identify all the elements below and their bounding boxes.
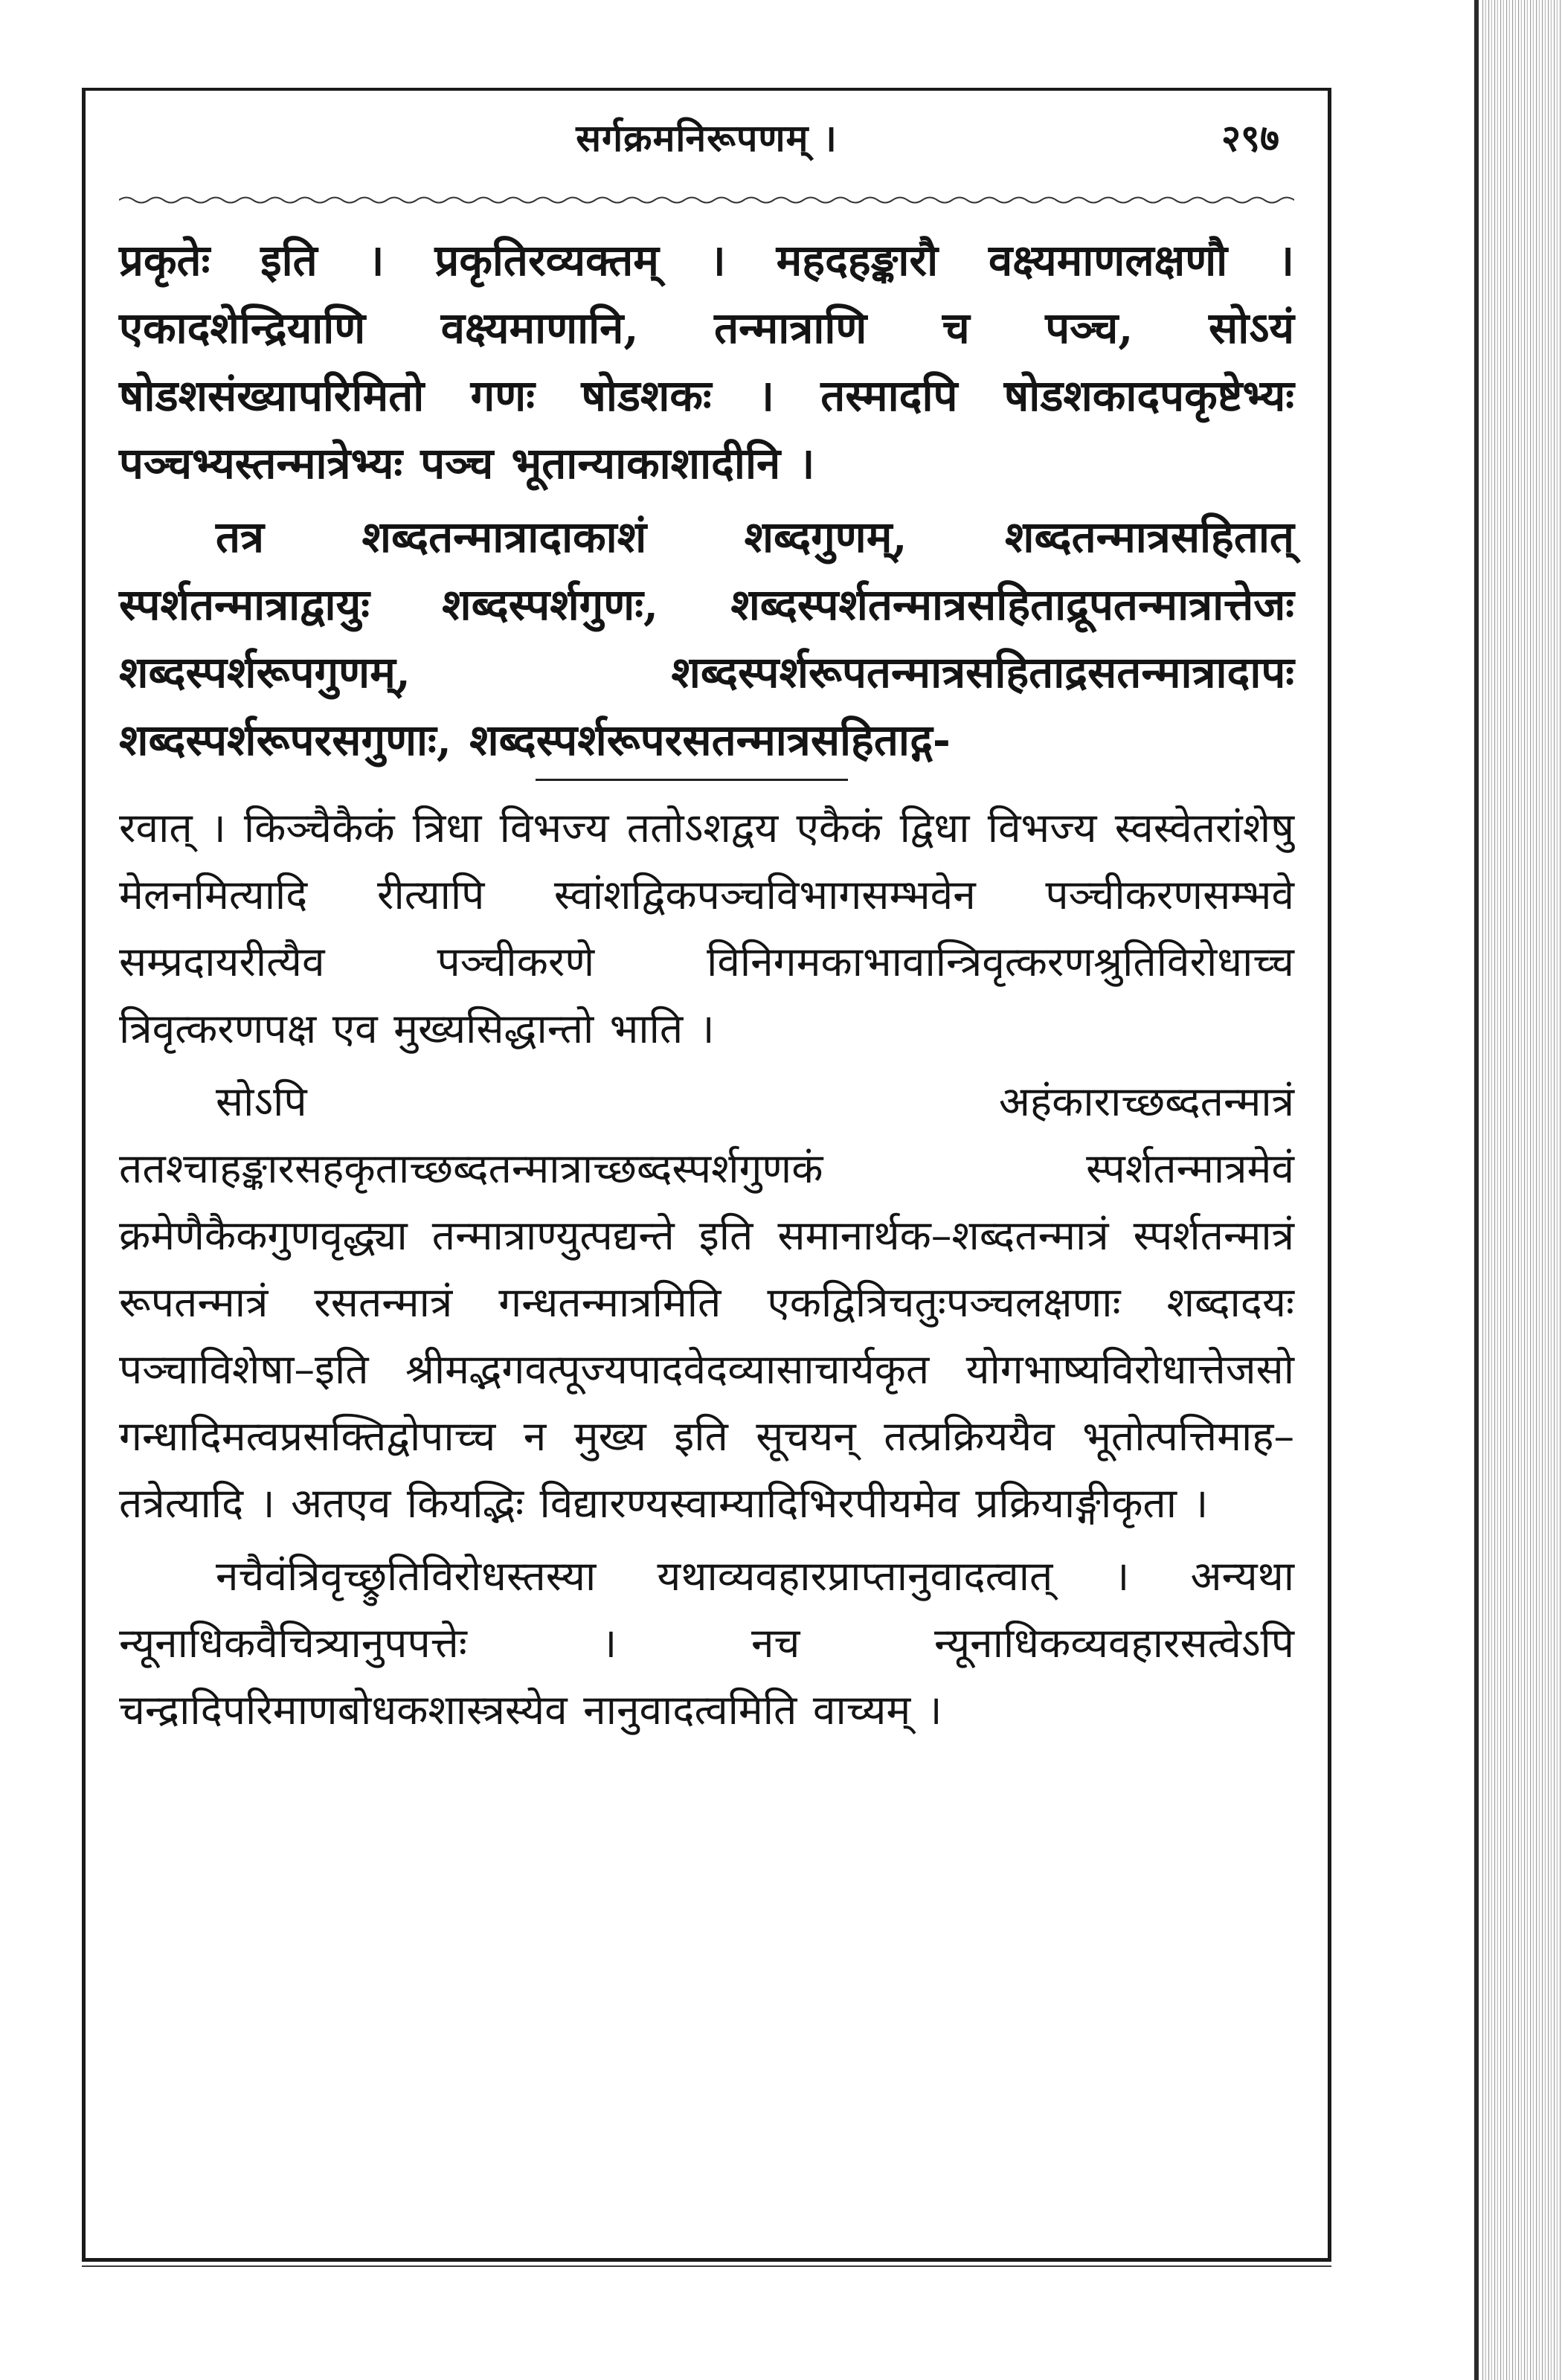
page-edge-line (1474, 0, 1479, 2380)
paragraph-note-2: सोऽपि अहंकाराच्छब्दतन्मात्रं ततश्चाहङ्कारसहकृताच्छब्दतन्मात्राच्छब्दस्पर्शगुणकं स्पर्शतन्मात्रमेवं क्रमेणैकैकगुणवृद्ध्या तन्मात्राण्युत्पद्यन्ते इति समानार्थक–शब्दतन्मात्रं स्पर्शतन्मात्रं रूपतन्मात्रं रसतन्मात्रं गन्धतन्मात्रमिति एकद्वित्रिचतुःपञ्चलक्षणाः शब्दादयः पञ्चाविशेषा–इति श्रीमद्भगवत्पूज्यपादवेदव्यासाचार्यकृत योगभाष्यविरोधात्तेजसो गन्धादिमत्वप्रसक्तिद्वोपाच्च न मुख्य इति सूचयन् तत्प्रक्रिययैव भूतोत्पत्तिमाह–तत्रेत्यादि । अतएव कियद्भिः विद्यारण्यस्वाम्यादिभिरपीयमेव प्रक्रियाङ्गीकृता । (119, 1078, 1294, 1527)
paragraph-note-1: रवात् । किञ्चैकैकं त्रिधा विभज्य ततोऽशद्वय एकैकं द्विधा विभज्य स्वस्वेतरांशेषु मेलनमित्यादि रीत्यापि स्वांशद्विकपञ्चविभागसम्भवेन पञ्चीकरणसम्भवे सम्प्रदायरीत्यैव पञ्चीकरणे विनिगमकाभावान्त्रिवृत्करणश्रुतिविरोधाच्च त्रिवृत्करणपक्ष एव मुख्यसिद्धान्तो भाति । (119, 804, 1294, 1052)
paragraph-commentary-2: तत्र शब्दतन्मात्रादाकाशं शब्दगुणम्, शब्दतन्मात्रसहितात् स्पर्शतन्मात्राद्वायुः शब्दस्पर्शगुणः, शब्दस्पर्शतन्मात्रसहिताद्रूपतन्मात्रात्तेजः शब्दस्पर्शरूपगुणम्, शब्दस्पर्शरूपतन्मात्रसहिताद्रसतन्मात्रादापः शब्दस्पर्शरूपरसगुणाः, शब्दस्पर्शरूपरसतन्मात्रसहिताद्ग- (119, 512, 1294, 765)
section-divider (536, 779, 848, 781)
paragraph-note-3: नचैवंत्रिवृच्छ्रुतिविरोधस्तस्या यथाव्यवहारप्राप्तानुवादत्वात् । अन्यथा न्यूनाधिकवैचित्र्यानुपपत्तेः । नच न्यूनाधिकव्यवहारसत्वेऽपि चन्द्रादिपरिमाणबोधकशास्त्रस्येव नानुवादत्वमिति वाच्यम् । (119, 1552, 1294, 1734)
header-wavy-rule (119, 195, 1294, 205)
bottom-rule (82, 2258, 1331, 2262)
bottom-rule-thin (82, 2265, 1331, 2267)
page-header (119, 112, 1294, 171)
body-text (119, 227, 1294, 1743)
book-gutter-edge (1480, 0, 1562, 2380)
running-title: सर्गक्रमनिरूपणम् । (576, 116, 838, 160)
page-number: २९७ (1221, 116, 1279, 160)
paragraph-commentary-1: प्रकृतेः इति । प्रकृतिरव्यक्तम् । महदहङ्कारौ वक्ष्यमाणलक्षणौ । एकादशेन्द्रियाणि वक्ष्यमाणानि, तन्मात्राणि च पञ्च, सोऽयं षोडशसंख्यापरिमितो गणः षोडशकः । तस्मादपि षोडशकादपकृष्टेभ्यः पञ्चभ्यस्तन्मात्रेभ्यः पञ्च भूतान्याकाशादीनि । (119, 235, 1294, 489)
